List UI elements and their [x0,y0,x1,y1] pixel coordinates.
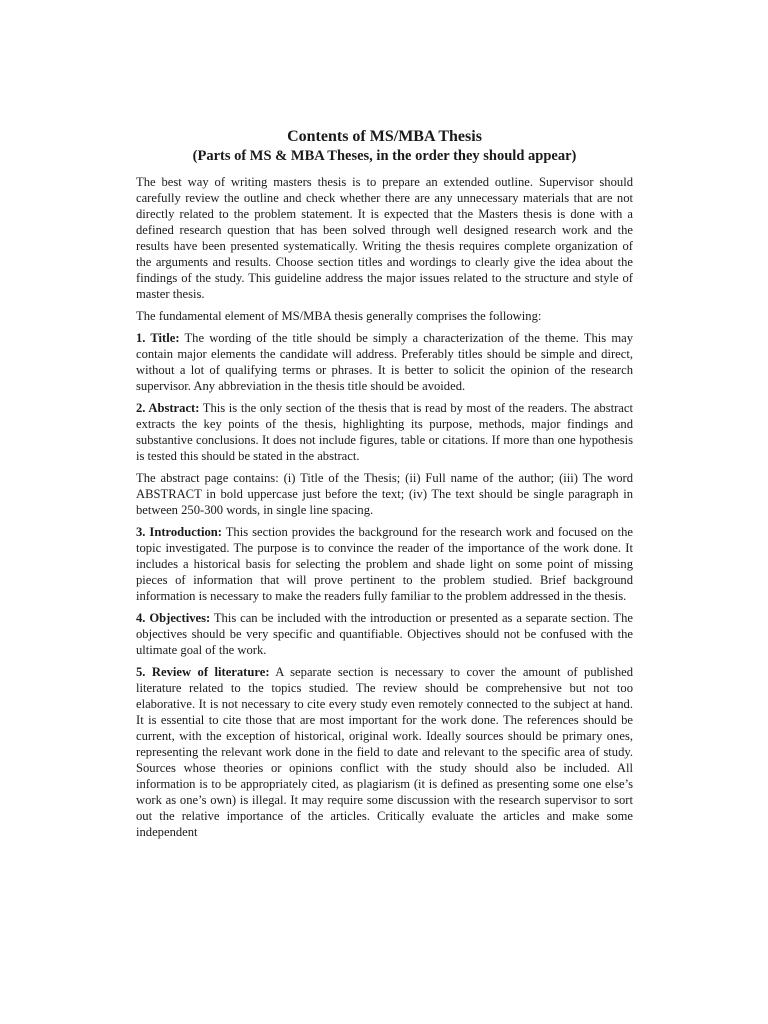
fundamental-paragraph: The fundamental element of MS/MBA thesis generally comprises the following: [136,309,542,323]
section-text: This can be included with the introduction or presented as a separate section. The objectives should be very specific and quantifiable. Objectives should not be confused with the ultimate goal of the work. [136,611,633,657]
section-review-of-literature [136,664,633,840]
document-title: Contents of MS/MBA Thesis [287,128,482,145]
section-heading: 2. Abstract: [136,401,200,415]
section-title [136,330,633,394]
abstract-page-paragraph: The abstract page contains: (i) Title of the Thesis; (ii) Full name of the author; (iii) The word ABSTRACT in bold uppercase just before the text; (iv) The text should be single paragraph in between 250-300 words, in single line spacing. [136,471,633,517]
document-page [136,128,633,846]
section-heading: 5. Review of literature: [136,665,270,679]
document-subtitle: (Parts of MS & MBA Theses, in the order they should appear) [192,148,577,164]
section-objectives [136,610,633,658]
intro-paragraph: The best way of writing masters thesis is to prepare an extended outline. Supervisor should carefully review the outline and check whether there are any unnecessary materials that are not directly related to the problem statement. It is expected that the Masters thesis is done with a defined research question that has been solved through well designed research work and the results have been presented systematically. Writing the thesis requires complete organization of the arguments and results. Choose section titles and wordings to clearly give the idea about the findings of the study. This guideline address the major issues related to the structure and style of master thesis. [136,175,633,301]
section-introduction [136,524,633,604]
section-heading: 3. Introduction: [136,525,222,539]
section-text: This is the only section of the thesis that is read by most of the readers. The abstract extracts the key points of the thesis, highlighting its purpose, methods, major findings and substantive conclusions. It does not include figures, table or citations. If more than one hypothesis is tested this should be stated in the abstract. [136,401,633,463]
section-heading: 4. Objectives: [136,611,211,625]
section-text: The wording of the title should be simply a characterization of the theme. This may contain major elements the candidate will address. Preferably titles should be simple and direct, without a lot of qualifying terms or phrases. It is better to solicit the opinion of the research supervisor. Any abbreviation in the thesis title should be avoided. [136,331,633,393]
section-text: A separate section is necessary to cover the amount of published literature related to the topics studied. The review should be comprehensive but not too elaborative. It is not necessary to cite every study even remotely connected to the subject at hand. It is essential to cite those that are most important for the work done. The references should be current, with the exception of historical, original work. Ideally sources should be primary ones, representing the relevant work done in the field to date and relevant to the specific area of study. Sources whose theories or opinions conflict with the study should also be included. All information is to be appropriately cited, as plagiarism (it is defined as presenting some one else’s work as one’s own) is illegal. It may require some discussion with the research supervisor to sort out the relative importance of the articles. Critically evaluate the articles and make some independent [136,665,633,839]
section-heading: 1. Title: [136,331,180,345]
section-text: This section provides the background for the research work and focused on the topic investigated. The purpose is to convince the reader of the importance of the work done. It includes a historical basis for selecting the problem and shade light on some point of missing pieces of information that will prove pertinent to the problem studied. Brief background information is necessary to make the readers fully familiar to the problem addressed in the thesis. [136,525,634,603]
section-abstract [136,400,633,464]
